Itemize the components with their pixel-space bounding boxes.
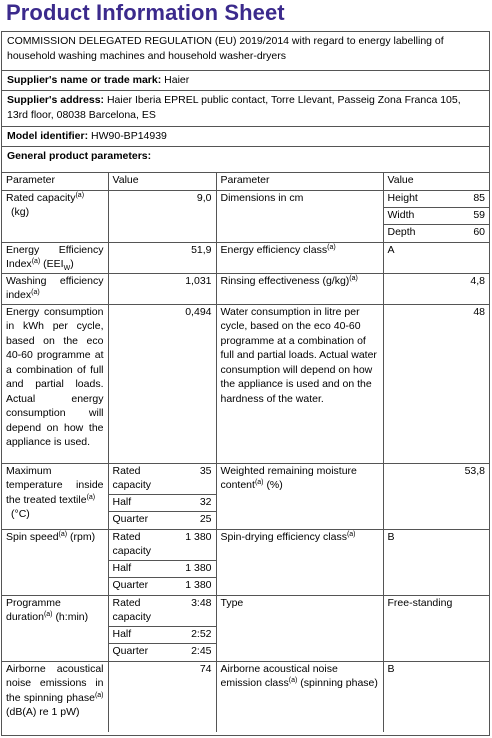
footnote-mark: (a) [94, 691, 104, 699]
table-row [2, 529, 489, 595]
model-label: Model identifier: [7, 130, 89, 142]
energy-class-value: A [383, 242, 489, 273]
spin-half [109, 561, 216, 578]
spin-quarter [109, 578, 216, 595]
max-temp-quarter [109, 512, 216, 529]
footnote-mark: (a) [254, 479, 264, 486]
energy-class-label [216, 242, 383, 273]
sheet-frame [1, 31, 490, 736]
dimension-width [384, 208, 490, 225]
eei-text: Energy Efficiency Index [6, 243, 104, 270]
max-temp-label [2, 463, 108, 529]
spin-text: Spin speed [6, 530, 59, 543]
spin-class-value: B [383, 529, 489, 595]
spin-half-value: 1 380 [175, 561, 216, 578]
supplier-name-label: Supplier's name or trade mark: [7, 74, 162, 86]
model-value: HW90-BP14939 [91, 130, 167, 142]
footnote-mark: (a) [58, 530, 68, 538]
supplier-address-row [2, 91, 489, 127]
washing-eff-text: Washing efficiency index [6, 274, 104, 301]
spin-unit: (rpm) [70, 530, 96, 543]
spin-class-text: Spin-drying efficiency class [220, 530, 347, 543]
regulation-text [2, 32, 489, 71]
rinsing-text: Rinsing effectiveness (g/kg) [220, 274, 350, 287]
moisture-unit: (%) [266, 479, 283, 491]
moisture-text: Weighted remaining moisture content [220, 464, 357, 491]
footnote-mark: (a) [43, 611, 53, 618]
rated-capacity-label [2, 190, 108, 242]
eei-unit: (EEI [43, 258, 64, 270]
eei-value: 51,9 [108, 242, 216, 273]
rated-capacity-text: Rated capacity [6, 191, 76, 204]
energy-consumption-value: 0,494 [108, 304, 216, 463]
footnote-mark: (a) [86, 493, 96, 501]
duration-rated [109, 596, 216, 627]
spin-half-label: Half [109, 561, 175, 578]
noise-class-text: Airborne acoustical noise emission class [220, 662, 338, 689]
duration-values [108, 595, 216, 661]
noise-class-value: B [383, 661, 489, 732]
max-temp-rated [109, 464, 216, 495]
footnote-mark: (a) [31, 289, 40, 296]
model-row [2, 127, 489, 147]
parameters-table [2, 173, 489, 732]
footnote-mark: (a) [75, 191, 85, 199]
moisture-value: 53,8 [383, 463, 489, 529]
header-parameter-1: Parameter [2, 173, 108, 190]
rated-capacity-unit: (kg) [11, 206, 30, 218]
duration-half [109, 627, 216, 644]
footnote-mark: (a) [327, 243, 336, 251]
footnote-mark: (a) [288, 677, 298, 684]
spin-rated-value: 1 380 [185, 530, 212, 543]
spin-quarter-value: 1 380 [175, 578, 216, 595]
noise-unit: (dB(A) re 1 pW) [6, 706, 80, 718]
dimension-height [384, 191, 490, 208]
eei-unit-sub: W [63, 265, 71, 273]
max-temp-rated-value: 35 [199, 464, 212, 477]
noise-value: 74 [108, 661, 216, 732]
duration-unit: (h:min) [55, 611, 89, 623]
max-temp-text: Maximum temperature inside the treated textile [6, 464, 104, 506]
height-label: Height [387, 191, 418, 204]
noise-class-label [216, 661, 383, 732]
max-temp-half [109, 495, 216, 512]
washing-eff-label [2, 273, 108, 304]
duration-rated-label: Rated capacity [112, 596, 152, 623]
duration-quarter [109, 644, 216, 661]
dimension-depth [384, 225, 490, 242]
max-temp-quarter-label: Quarter [109, 512, 175, 529]
width-value: 59 [436, 208, 489, 225]
duration-label [2, 595, 108, 661]
height-value: 85 [473, 191, 485, 204]
type-label: Type [216, 595, 383, 661]
table-row [2, 273, 489, 304]
max-temp-half-value: 32 [175, 495, 216, 512]
energy-consumption-label: Energy consumption in kWh per cycle, based on the eco 40-60 programme at a combination of full and partial loads. Actual energy consumption will depend on how the appliance is used. [2, 304, 108, 463]
supplier-address-value: Haier Iberia EPREL public contact, Torre Llevant, Passeig Zona Franca 105, 13rd floor, 08038 Barcelona, ES [7, 94, 461, 121]
moisture-label [216, 463, 383, 529]
duration-quarter-value: 2:45 [175, 644, 216, 661]
header-value-1: Value [108, 173, 216, 190]
max-temp-quarter-value: 25 [175, 512, 216, 529]
general-heading: General product parameters: [7, 150, 152, 162]
noise-class-unit: (spinning phase) [300, 677, 378, 689]
table-row [2, 304, 489, 463]
dimensions-label: Dimensions in cm [216, 190, 383, 242]
table-row [2, 661, 489, 732]
noise-text: Airborne acoustical noise emissions in the spinning phase [6, 662, 104, 704]
footnote-mark: (a) [346, 530, 356, 538]
supplier-name-value: Haier [164, 74, 190, 86]
duration-half-label: Half [109, 627, 175, 644]
duration-rated-value: 3:48 [191, 596, 212, 609]
table-row [2, 595, 489, 661]
footnote-mark: (a) [349, 274, 358, 282]
spin-quarter-label: Quarter [109, 578, 175, 595]
duration-quarter-label: Quarter [109, 644, 175, 661]
header-value-2: Value [383, 173, 489, 190]
rated-capacity-value: 9,0 [108, 190, 216, 242]
max-temp-half-label: Half [109, 495, 175, 512]
eei-label [2, 242, 108, 273]
noise-label [2, 661, 108, 732]
max-temp-values [108, 463, 216, 529]
energy-class-text: Energy efficiency class [220, 243, 328, 256]
washing-eff-value: 1,031 [108, 273, 216, 304]
table-row [2, 190, 489, 242]
depth-label: Depth [384, 225, 437, 242]
depth-value: 60 [436, 225, 489, 242]
spin-values [108, 529, 216, 595]
width-label: Width [384, 208, 437, 225]
rinsing-label [216, 273, 383, 304]
duration-text: Programme duration [6, 596, 61, 623]
supplier-address-label: Supplier's address: [7, 94, 105, 106]
spin-rated-label: Rated capacity [112, 530, 152, 557]
regulation-label: COMMISSION DELEGATED REGULATION (EU) 2019/2014 with regard to energy labelling of household washing machines and household washer-dryers [7, 35, 444, 62]
spin-rated [109, 530, 216, 561]
supplier-name-row [2, 71, 489, 91]
table-row [2, 242, 489, 273]
spin-class-label [216, 529, 383, 595]
header-parameter-2: Parameter [216, 173, 383, 190]
rinsing-value: 4,8 [383, 273, 489, 304]
type-value: Free-standing [383, 595, 489, 661]
duration-half-value: 2:52 [175, 627, 216, 644]
max-temp-rated-label: Rated capacity [112, 464, 152, 491]
spin-label [2, 529, 108, 595]
dimensions-values [383, 190, 489, 242]
footnote-mark: (a) [31, 258, 41, 265]
eei-unit-end: ) [70, 258, 74, 270]
general-heading-row [2, 147, 489, 173]
max-temp-unit: (°C) [11, 508, 30, 520]
water-consumption-label: Water consumption in litre per cycle, based on the eco 40-60 programme at a combination of full and partial loads. Actual water consumption will depend on how the appliance is used and on the hardness of the water. [216, 304, 383, 463]
table-row [2, 463, 489, 529]
page-title: Product Information Sheet [6, 0, 285, 25]
water-consumption-value: 48 [383, 304, 489, 463]
table-header-row [2, 173, 489, 190]
